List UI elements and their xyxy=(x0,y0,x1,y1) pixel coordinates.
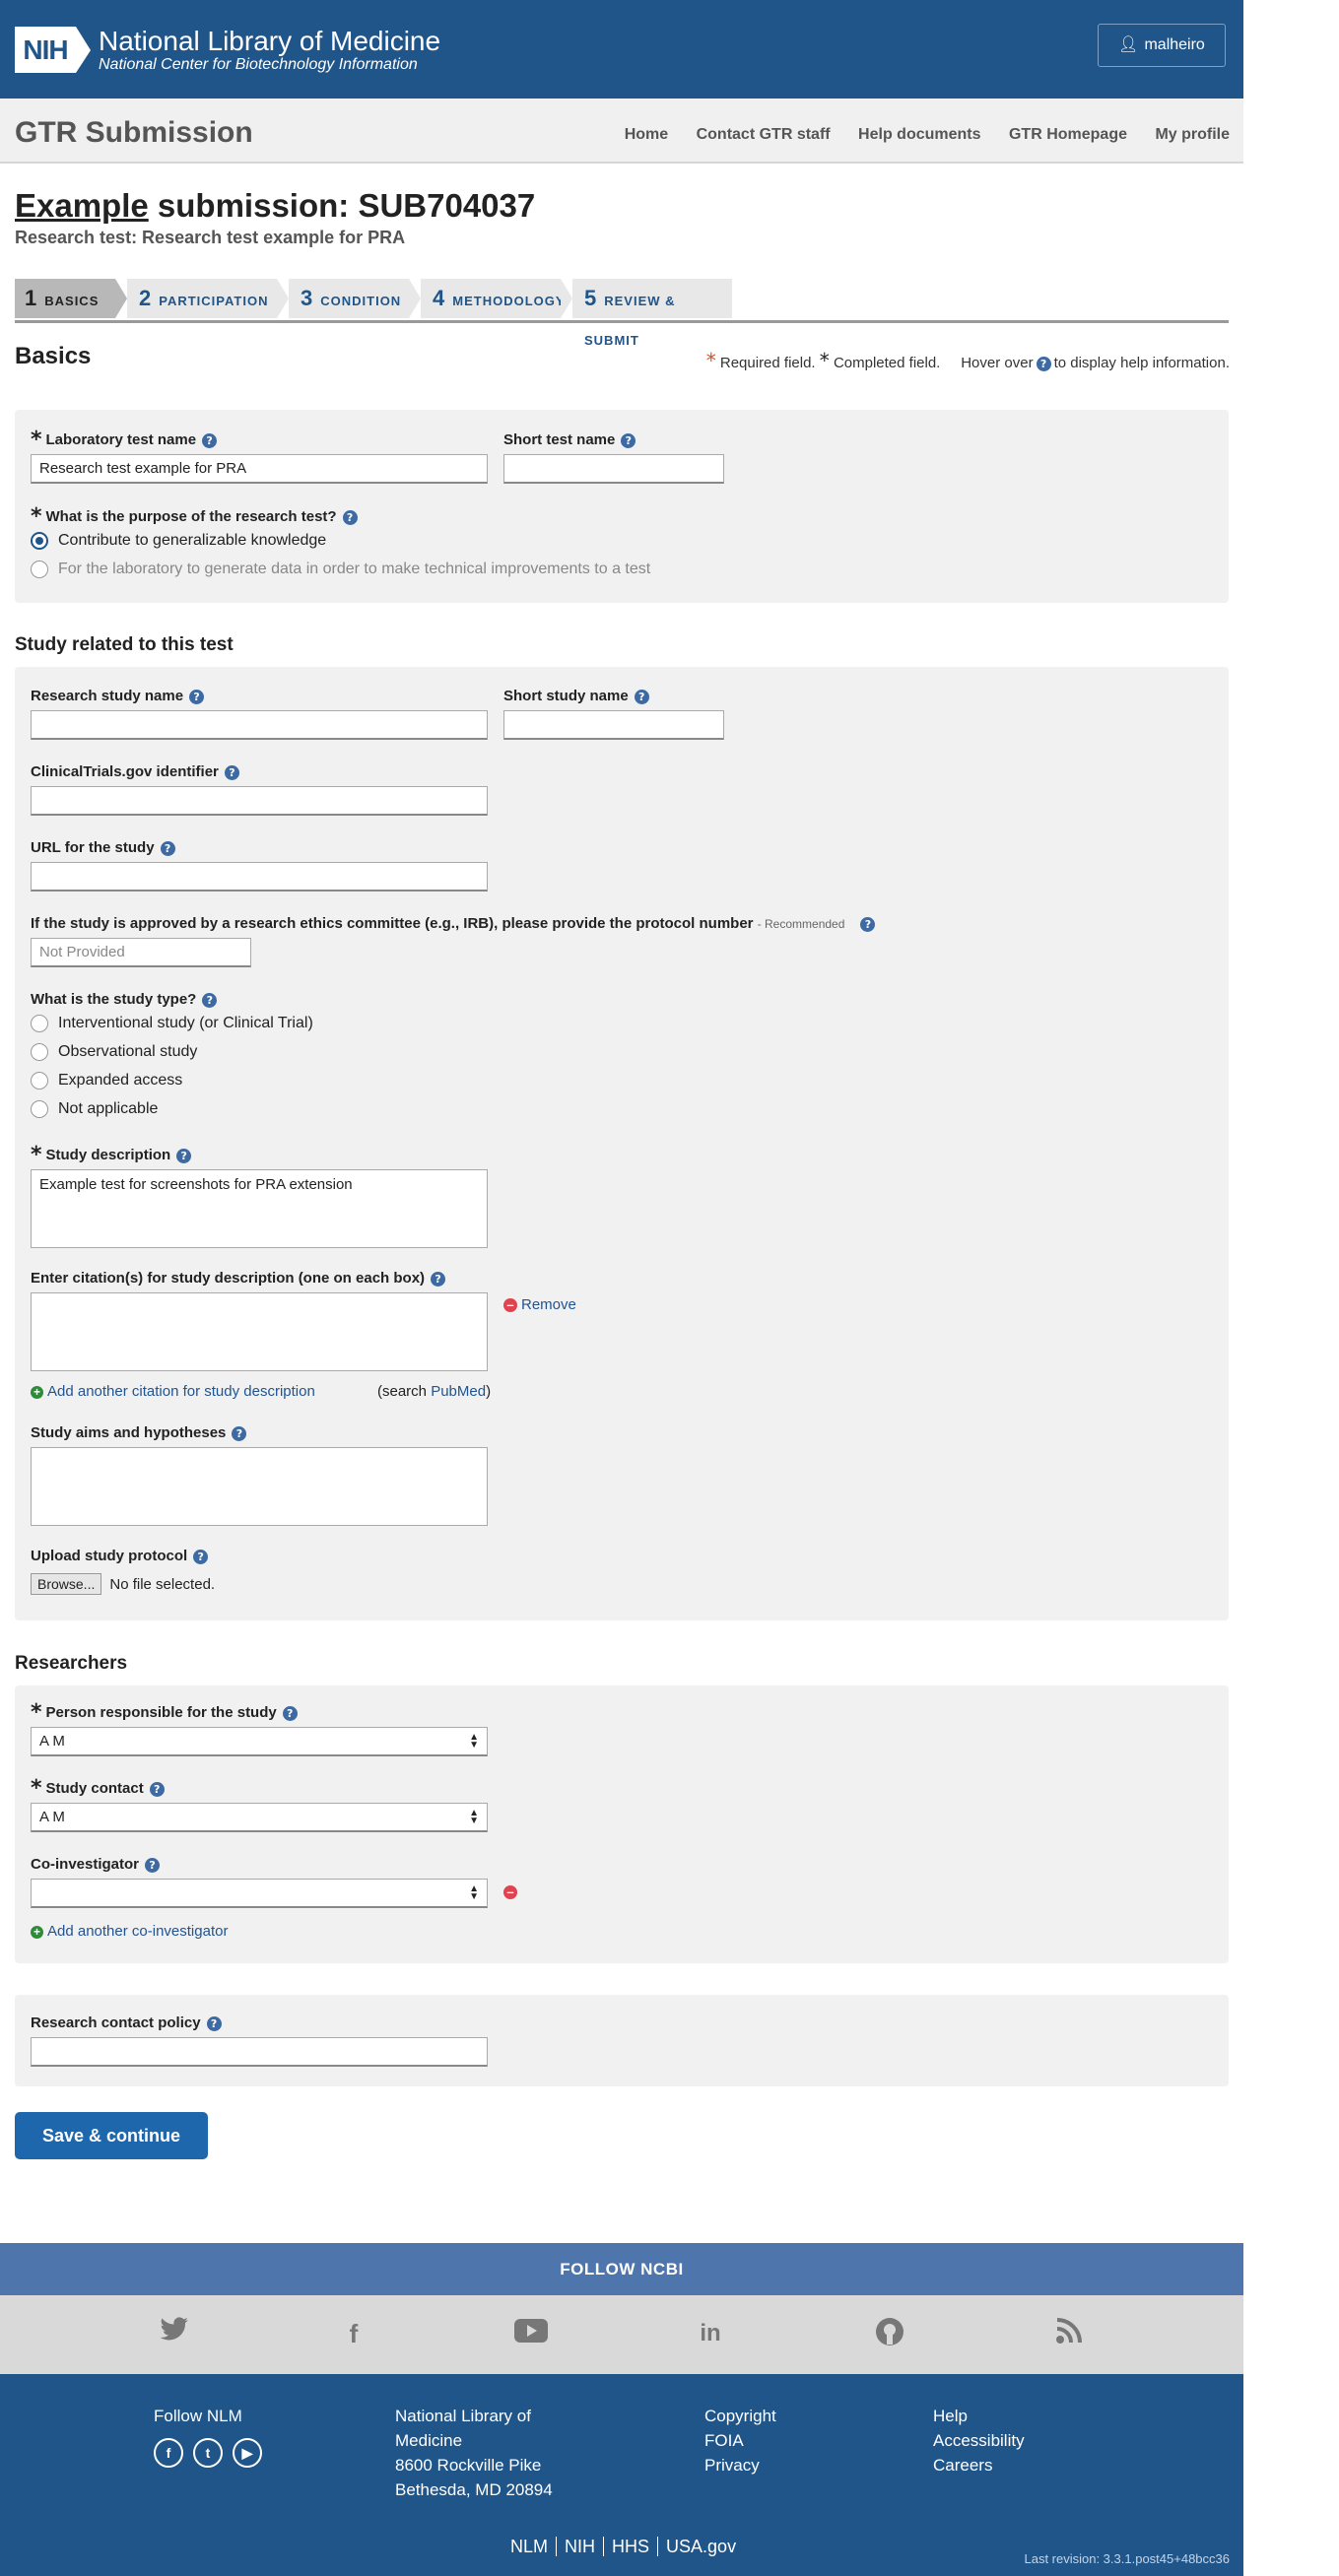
person-responsible-select[interactable]: A M ▲ ▼ xyxy=(31,1727,488,1756)
contact-policy-label: Research contact policy ? xyxy=(31,2015,222,2031)
gtr-nav xyxy=(601,126,1230,144)
nih-logo[interactable]: NIH xyxy=(15,27,76,73)
nav-my-profile[interactable]: My profile xyxy=(1155,126,1230,143)
nav-home[interactable]: Home xyxy=(624,126,669,143)
study-type-not-applicable[interactable]: Not applicable xyxy=(31,1100,158,1118)
help-icon[interactable]: ? xyxy=(225,765,239,780)
foia-link[interactable]: FOIA xyxy=(704,2431,744,2450)
help-icon[interactable]: ? xyxy=(207,2016,222,2031)
radio-unselected[interactable] xyxy=(31,561,48,578)
help-icon[interactable]: ? xyxy=(193,1550,208,1564)
radio-unselected[interactable] xyxy=(31,1100,48,1118)
accessibility-link[interactable]: Accessibility xyxy=(933,2431,1025,2450)
youtube-icon[interactable]: ▶ xyxy=(233,2438,262,2468)
tab-methodology[interactable] xyxy=(421,279,566,318)
step-label: REVIEW & SUBMIT xyxy=(584,294,676,348)
help-icon: ? xyxy=(1037,357,1051,371)
nih-logo-arrow xyxy=(76,27,91,73)
twitter-icon[interactable]: t xyxy=(193,2438,223,2468)
privacy-link[interactable]: Privacy xyxy=(704,2456,760,2475)
footer-links-col1 xyxy=(704,2404,776,2477)
short-study-name-input[interactable] xyxy=(503,710,724,740)
radio-unselected[interactable] xyxy=(31,1072,48,1090)
remove-citation-button[interactable]: – Remove xyxy=(503,1296,576,1313)
user-icon: 👤︎ xyxy=(1118,36,1139,53)
gtr-bar xyxy=(0,99,1243,164)
study-description-textarea[interactable]: Example test for screenshots for PRA extension xyxy=(31,1169,488,1248)
lab-test-name-label: * Laboratory test name ? xyxy=(31,431,217,448)
purpose-label: * What is the purpose of the research test? ? xyxy=(31,508,358,525)
help-icon[interactable]: ? xyxy=(635,690,649,704)
step-number: 4 xyxy=(433,286,445,310)
step-number: 3 xyxy=(301,286,313,310)
nlm-footer xyxy=(0,2374,1243,2576)
clinicaltrials-label: ClinicalTrials.gov identifier ? xyxy=(31,763,239,780)
hhs-link[interactable]: HHS xyxy=(604,2537,658,2556)
legend-hover-post: to display help information. xyxy=(1053,355,1230,371)
basics-heading: Basics xyxy=(15,343,92,369)
url-input[interactable] xyxy=(31,862,488,892)
facebook-icon[interactable]: f xyxy=(349,2319,359,2348)
study-type-interventional[interactable]: Interventional study (or Clinical Trial) xyxy=(31,1015,313,1032)
radio-selected[interactable] xyxy=(31,532,48,550)
linkedin-icon[interactable]: in xyxy=(700,2320,721,2346)
user-menu-button[interactable] xyxy=(1098,24,1226,67)
pubmed-search: (search PubMed) xyxy=(377,1383,492,1400)
select-arrows-icon: ▲ ▼ xyxy=(469,1883,479,1902)
step-number: 1 xyxy=(25,286,37,310)
study-panel xyxy=(15,667,1229,1620)
legend-required: Required field. xyxy=(719,355,816,371)
short-test-name-label: Short test name ? xyxy=(503,431,636,448)
help-icon[interactable]: ? xyxy=(431,1272,445,1287)
nav-help-documents[interactable]: Help documents xyxy=(858,126,981,143)
address-line: National Library of xyxy=(395,2407,531,2425)
address-line: 8600 Rockville Pike xyxy=(395,2456,542,2475)
help-icon[interactable]: ? xyxy=(232,1426,246,1441)
help-icon[interactable]: ? xyxy=(621,433,636,448)
facebook-icon[interactable]: f xyxy=(154,2438,183,2468)
user-name: malheiro xyxy=(1144,36,1205,53)
follow-nlm xyxy=(154,2404,272,2468)
co-investigator-label: Co-investigator ? xyxy=(31,1856,160,1873)
citation-label: Enter citation(s) for study description (one on each box) ? xyxy=(31,1270,445,1287)
step-number: 2 xyxy=(139,286,152,310)
required-star-icon: * xyxy=(705,349,716,372)
footer-links-col2 xyxy=(933,2404,1025,2477)
step-separator xyxy=(409,279,421,318)
title-rest: submission: SUB704037 xyxy=(148,187,536,224)
clinicaltrials-input[interactable] xyxy=(31,786,488,816)
help-icon[interactable]: ? xyxy=(343,510,358,525)
address-line: Medicine xyxy=(395,2431,463,2450)
completed-star-icon: * xyxy=(819,349,830,372)
page-subtitle: Research test: Research test example for PRA xyxy=(15,228,406,247)
last-revision: Last revision: 3.3.1.post45+48bcc36 xyxy=(1024,2551,1230,2566)
research-study-name-label: Research study name ? xyxy=(31,688,204,704)
researchers-panel xyxy=(15,1685,1229,1963)
step-separator xyxy=(277,279,289,318)
org-subtitle: National Center for Biotechnology Information xyxy=(99,56,418,73)
study-type-expanded-access[interactable]: Expanded access xyxy=(31,1072,182,1090)
nlm-address xyxy=(395,2404,553,2502)
no-file-text: No file selected. xyxy=(109,1576,216,1593)
nih-header xyxy=(0,0,1243,99)
short-study-name-label: Short study name ? xyxy=(503,688,649,704)
study-type-observational[interactable]: Observational study xyxy=(31,1043,197,1061)
upload-protocol-label: Upload study protocol ? xyxy=(31,1548,208,1564)
minus-circle-icon: – xyxy=(503,1298,517,1312)
step-label: METHODOLOGY xyxy=(452,294,566,308)
irb-protocol-input[interactable]: Not Provided xyxy=(31,938,251,967)
purpose-option-generalizable[interactable]: Contribute to generalizable knowledge xyxy=(31,532,326,550)
upload-protocol-input[interactable] xyxy=(31,1573,215,1595)
help-icon[interactable]: ? xyxy=(176,1149,191,1163)
follow-nlm-label: Follow NLM xyxy=(154,2407,242,2425)
short-test-name-input[interactable] xyxy=(503,454,724,484)
legend-hover-pre: Hover over xyxy=(961,355,1034,371)
completed-star-icon: * xyxy=(31,428,42,453)
help-icon[interactable]: ? xyxy=(202,993,217,1008)
nav-contact-gtr-staff[interactable]: Contact GTR staff xyxy=(696,126,831,143)
person-responsible-label: * Person responsible for the study ? xyxy=(31,1704,298,1721)
step-number: 5 xyxy=(584,286,597,310)
help-link[interactable]: Help xyxy=(933,2407,968,2425)
researchers-heading: Researchers xyxy=(15,1653,128,1674)
github-icon[interactable] xyxy=(873,2317,906,2350)
page-title xyxy=(15,187,535,225)
research-study-name-input[interactable] xyxy=(31,710,488,740)
step-label: CONDITION xyxy=(320,294,402,308)
usa-gov-link[interactable]: USA.gov xyxy=(666,2537,737,2556)
gtr-title: GTR Submission xyxy=(15,116,253,149)
tab-review-submit[interactable] xyxy=(572,279,732,348)
url-label: URL for the study ? xyxy=(31,839,175,856)
plus-circle-icon: + xyxy=(31,1926,43,1939)
copyright-link[interactable]: Copyright xyxy=(704,2407,776,2425)
study-description-label: * Study description ? xyxy=(31,1147,191,1163)
org-title[interactable]: National Library of Medicine xyxy=(99,26,441,56)
nih-link[interactable]: NIH xyxy=(557,2537,604,2556)
remove-co-investigator-icon[interactable]: – xyxy=(503,1885,517,1899)
completed-star-icon: * xyxy=(31,504,42,530)
study-type-label: What is the study type? ? xyxy=(31,991,217,1008)
help-icon[interactable]: ? xyxy=(860,917,875,932)
help-icon[interactable]: ? xyxy=(189,690,204,704)
step-tabs xyxy=(15,279,1229,348)
field-legend xyxy=(706,349,1230,372)
contact-policy-input[interactable] xyxy=(31,2037,488,2067)
follow-ncbi-bar: FOLLOW NCBI xyxy=(0,2243,1243,2295)
step-label: PARTICIPATION xyxy=(159,294,269,308)
policy-panel xyxy=(15,1995,1229,2086)
completed-star-icon: * xyxy=(31,1776,42,1802)
add-co-investigator-link[interactable]: + Add another co-investigator xyxy=(31,1923,228,1940)
aims-label: Study aims and hypotheses ? xyxy=(31,1424,246,1441)
tab-condition[interactable] xyxy=(289,279,409,318)
save-continue-button[interactable]: Save & continue xyxy=(15,2112,208,2159)
nav-gtr-homepage[interactable]: GTR Homepage xyxy=(1008,126,1127,143)
rss-icon[interactable] xyxy=(1052,2317,1086,2350)
gov-links xyxy=(502,2537,744,2557)
help-icon[interactable]: ? xyxy=(283,1706,298,1721)
tab-basics[interactable] xyxy=(15,279,115,318)
nlm-link[interactable]: NLM xyxy=(502,2537,557,2556)
select-arrows-icon: ▲ ▼ xyxy=(469,1732,479,1750)
twitter-icon[interactable] xyxy=(158,2317,191,2350)
lab-test-name-input[interactable]: Research test example for PRA xyxy=(31,454,488,484)
pubmed-link[interactable]: PubMed xyxy=(431,1383,487,1400)
address-line: Bethesda, MD 20894 xyxy=(395,2480,553,2499)
plus-circle-icon: + xyxy=(31,1386,43,1399)
completed-star-icon: * xyxy=(31,1700,42,1726)
study-contact-select[interactable]: A M ▲ ▼ xyxy=(31,1803,488,1832)
browse-button[interactable]: Browse... xyxy=(31,1573,101,1595)
aims-textarea[interactable] xyxy=(31,1447,488,1526)
purpose-option-technical[interactable]: For the laboratory to generate data in order to make technical improvements to a test xyxy=(31,561,650,578)
legend-completed: Completed field. xyxy=(833,355,941,371)
basics-panel xyxy=(15,410,1229,603)
add-citation-link[interactable]: + Add another citation for study description xyxy=(31,1383,315,1400)
help-icon[interactable]: ? xyxy=(150,1782,165,1797)
completed-star-icon: * xyxy=(31,1143,42,1168)
citation-textarea[interactable] xyxy=(31,1292,488,1371)
radio-unselected[interactable] xyxy=(31,1043,48,1061)
social-bar xyxy=(0,2295,1243,2374)
study-contact-label: * Study contact ? xyxy=(31,1780,165,1797)
careers-link[interactable]: Careers xyxy=(933,2456,993,2475)
study-heading: Study related to this test xyxy=(15,634,234,655)
irb-label: If the study is approved by a research ethics committee (e.g., IRB), please provide the protocol number - Recommended ? xyxy=(31,915,875,932)
step-separator xyxy=(115,279,127,318)
select-arrows-icon: ▲ ▼ xyxy=(469,1808,479,1826)
title-example-link[interactable]: Example xyxy=(15,187,149,224)
step-separator xyxy=(561,279,572,318)
help-icon[interactable]: ? xyxy=(161,841,175,856)
co-investigator-select[interactable] xyxy=(31,1879,488,1908)
tab-participation[interactable] xyxy=(127,279,277,318)
help-icon[interactable]: ? xyxy=(145,1858,160,1873)
help-icon[interactable]: ? xyxy=(202,433,217,448)
recommended-note: - Recommended xyxy=(757,917,845,931)
youtube-icon[interactable] xyxy=(514,2317,548,2350)
step-label: BASICS xyxy=(44,294,100,308)
radio-unselected[interactable] xyxy=(31,1015,48,1032)
